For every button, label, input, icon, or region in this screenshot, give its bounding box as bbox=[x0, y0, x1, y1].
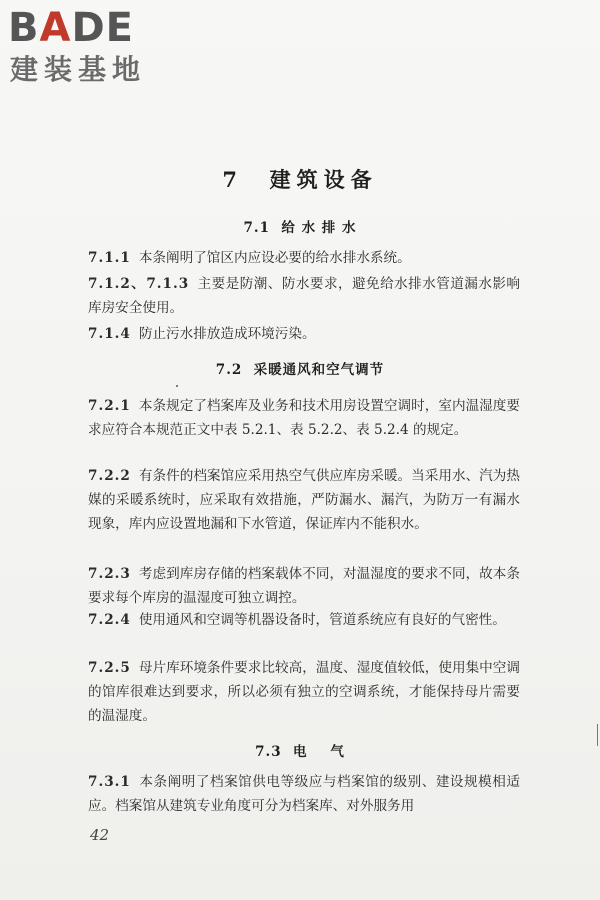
section-title-7-3: 7.3 电 气 bbox=[255, 744, 345, 760]
logo-subtitle: 建装基地 bbox=[10, 53, 147, 86]
bade-logo bbox=[8, 6, 178, 90]
clause-text: 主要是防潮、防水要求，避免给水排水管道漏水影响库房安全使用。 bbox=[88, 276, 521, 316]
clause-number: 7.2.3 bbox=[88, 566, 131, 582]
clause-7-1-4 bbox=[88, 322, 520, 346]
clause-number: 7.2.5 bbox=[88, 660, 131, 676]
clause-7-2-5 bbox=[88, 656, 520, 728]
chapter-title: 7 建筑设备 bbox=[222, 167, 378, 192]
logo-letters-de: DE bbox=[71, 5, 134, 51]
logo-wordmark bbox=[8, 6, 134, 50]
margin-mark bbox=[597, 724, 598, 746]
clause-number: 7.2.4 bbox=[88, 612, 131, 628]
clause-text: 有条件的档案馆应采用热空气供应库房采暖。当采用水、汽为热媒的采暖系统时，应采取有效措施，严防漏水、漏汽，为防万一有漏水现象，库内应设置地漏和下水管道，保证库内不能积水。 bbox=[88, 468, 520, 532]
clause-number: 7.1.4 bbox=[88, 326, 131, 342]
clause-7-2-2 bbox=[88, 464, 520, 536]
clause-7-1-2-3 bbox=[88, 272, 520, 320]
clause-number: 7.1.1 bbox=[88, 250, 131, 266]
clause-7-2-3 bbox=[88, 562, 520, 610]
clause-number: 7.2.2 bbox=[88, 468, 131, 484]
scan-speck bbox=[176, 385, 178, 387]
clause-number: 7.2.1 bbox=[88, 398, 131, 414]
clause-text: 母片库环境条件要求比较高，温度、湿度值较低，使用集中空调的馆库很难达到要求，所以必须有独立的空调系统，才能保持母片需要的温湿度。 bbox=[88, 660, 520, 724]
clause-text: 防止污水排放造成环境污染。 bbox=[138, 326, 316, 342]
clause-7-2-4 bbox=[88, 608, 520, 632]
section-title-7-1: 7.1 给 水 排 水 bbox=[243, 220, 357, 236]
clause-7-2-1 bbox=[88, 394, 520, 442]
logo-letter-a: A bbox=[39, 5, 72, 51]
clause-text: 本条规定了档案库及业务和技术用房设置空调时，室内温湿度要求应符合本规范正文中表 5.2.1、表 5.2.2、表 5.2.4 的规定。 bbox=[88, 398, 520, 438]
page-number: 42 bbox=[90, 826, 110, 844]
clause-text: 本条阐明了馆区内应设必要的给水排水系统。 bbox=[138, 250, 411, 266]
section-title-7-2: 7.2 采暖通风和空气调节 bbox=[215, 362, 385, 378]
clause-number: 7.1.2、7.1.3 bbox=[88, 276, 190, 292]
clause-text: 考虑到库房存储的档案载体不同，对温湿度的要求不同，故本条要求每个库房的温湿度可独立调控。 bbox=[88, 566, 520, 606]
clause-7-3-1 bbox=[88, 770, 520, 818]
clause-7-1-1 bbox=[88, 246, 520, 270]
clause-text: 本条阐明了档案馆供电等级应与档案馆的级别、建设规模相适应。档案馆从建筑专业角度可分为档案库、对外服务用 bbox=[88, 774, 520, 814]
clause-number: 7.3.1 bbox=[88, 774, 131, 790]
logo-letter-b: B bbox=[8, 5, 40, 51]
clause-text: 使用通风和空调等机器设备时，管道系统应有良好的气密性。 bbox=[138, 612, 506, 628]
